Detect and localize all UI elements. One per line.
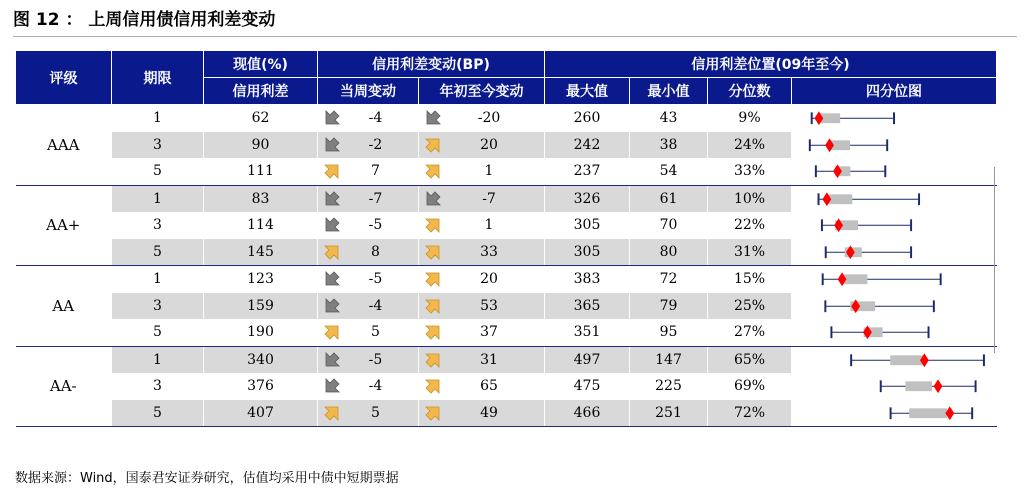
- min-cell: 79: [630, 293, 708, 320]
- term-cell: 3: [112, 132, 204, 159]
- rating-cell: AAA: [16, 105, 112, 186]
- title-divider: [13, 36, 1017, 37]
- max-cell: 305: [545, 239, 630, 266]
- quartile-plot: [792, 186, 996, 213]
- header-min: 最小值: [630, 78, 708, 105]
- percentile-cell: 10%: [708, 185, 792, 212]
- min-cell: 80: [630, 239, 708, 266]
- spread-cell: 340: [204, 346, 318, 373]
- table-row: [16, 105, 997, 132]
- term-cell: 1: [112, 266, 204, 293]
- weekly-change-cell-value: -2: [368, 136, 383, 153]
- ytd-change-cell-value: 1: [484, 217, 494, 234]
- arrow-up-right-icon: [323, 404, 341, 422]
- header-rating: 评级: [16, 51, 112, 105]
- percentile-cell: 65%: [708, 346, 792, 373]
- header-current-value: 现值(%): [204, 51, 318, 78]
- ytd-change-cell: [419, 212, 545, 239]
- quartile-plot: [792, 266, 996, 293]
- credit-spread-table: [15, 50, 997, 427]
- percentile-cell: 22%: [708, 212, 792, 239]
- table-row: [16, 212, 997, 239]
- arrow-down-left-icon: [323, 190, 341, 208]
- term-cell: 5: [112, 400, 204, 427]
- source-note: 数据来源：Wind，国泰君安证券研究，估值均采用中债中短期票据: [15, 471, 399, 486]
- max-cell: 475: [545, 373, 630, 400]
- term-cell: 1: [112, 346, 204, 373]
- iqr-box: [905, 381, 932, 391]
- ytd-change-cell-value: -20: [477, 110, 501, 127]
- weekly-change-cell: [318, 158, 419, 185]
- arrow-down-left-icon: [323, 216, 341, 234]
- right-edge-rule: [994, 167, 995, 353]
- arrow-down-left-icon: [323, 136, 341, 154]
- weekly-change-cell-value: -5: [368, 351, 383, 368]
- weekly-change-cell-value: -4: [368, 110, 383, 127]
- header-credit-spread: 信用利差: [204, 78, 318, 105]
- weekly-change-cell: [318, 105, 419, 132]
- quartile-plot-cell: [792, 266, 997, 293]
- weekly-change-cell: [318, 239, 419, 266]
- weekly-change-cell: [318, 373, 419, 400]
- ytd-change-cell: [419, 346, 545, 373]
- quartile-plot-cell: [792, 346, 997, 373]
- quartile-plot-cell: [792, 293, 997, 320]
- max-cell: 351: [545, 319, 630, 346]
- weekly-change-cell: [318, 400, 419, 427]
- weekly-change-cell-value: 5: [371, 324, 380, 341]
- weekly-change-cell-value: 8: [371, 243, 380, 260]
- spread-cell: 159: [204, 293, 318, 320]
- spread-cell: 62: [204, 105, 318, 132]
- term-cell: 3: [112, 293, 204, 320]
- max-cell: 237: [545, 158, 630, 185]
- quartile-plot-cell: [792, 212, 997, 239]
- spread-cell: 123: [204, 266, 318, 293]
- term-cell: 5: [112, 239, 204, 266]
- min-cell: 251: [630, 400, 708, 427]
- spread-cell: 111: [204, 158, 318, 185]
- table-row: [16, 185, 997, 212]
- weekly-change-cell-value: -4: [368, 378, 383, 395]
- weekly-change-cell-value: -7: [368, 190, 383, 207]
- arrow-up-right-icon: [424, 377, 442, 395]
- weekly-change-cell-value: -5: [368, 271, 383, 288]
- percentile-cell: 25%: [708, 293, 792, 320]
- weekly-change-cell-value: -5: [368, 217, 383, 234]
- ytd-change-cell: [419, 158, 545, 185]
- table-row: [16, 293, 997, 320]
- weekly-change-cell-value: 5: [371, 404, 380, 421]
- min-cell: 70: [630, 212, 708, 239]
- quartile-plot: [792, 347, 996, 374]
- quartile-plot-cell: [792, 132, 997, 159]
- quartile-plot: [792, 293, 996, 320]
- header-position-group: 信用利差位置(09年至今): [545, 51, 997, 78]
- arrow-up-right-icon: [323, 323, 341, 341]
- header-ytd-change: 年初至今变动: [419, 78, 545, 105]
- term-cell: 3: [112, 373, 204, 400]
- quartile-plot: [792, 158, 996, 185]
- quartile-plot-cell: [792, 105, 997, 132]
- ytd-change-cell-value: 65: [480, 378, 498, 395]
- table-body: [16, 105, 997, 427]
- weekly-change-cell: [318, 319, 419, 346]
- weekly-change-cell: [318, 266, 419, 293]
- quartile-plot: [792, 239, 996, 266]
- ytd-change-cell-value: -7: [482, 190, 496, 207]
- percentile-cell: 9%: [708, 105, 792, 132]
- percentile-cell: 27%: [708, 319, 792, 346]
- arrow-up-right-icon: [424, 162, 442, 180]
- spread-cell: 145: [204, 239, 318, 266]
- min-cell: 61: [630, 185, 708, 212]
- percentile-cell: 72%: [708, 400, 792, 427]
- max-cell: 365: [545, 293, 630, 320]
- arrow-up-right-icon: [424, 216, 442, 234]
- arrow-down-left-icon: [323, 270, 341, 288]
- term-cell: 3: [112, 212, 204, 239]
- percentile-cell: 15%: [708, 266, 792, 293]
- weekly-change-cell: [318, 293, 419, 320]
- header-quartile-chart: 四分位图: [792, 78, 997, 105]
- quartile-plot: [792, 212, 996, 239]
- ytd-change-cell-value: 31: [480, 351, 498, 368]
- max-cell: 326: [545, 185, 630, 212]
- max-cell: 305: [545, 212, 630, 239]
- min-cell: 38: [630, 132, 708, 159]
- weekly-change-cell: [318, 212, 419, 239]
- current-value-marker: [934, 379, 943, 393]
- ytd-change-cell: [419, 105, 545, 132]
- iqr-box: [909, 408, 947, 418]
- ytd-change-cell-value: 20: [480, 271, 498, 288]
- term-cell: 1: [112, 185, 204, 212]
- ytd-change-cell-value: 49: [480, 404, 498, 421]
- max-cell: 466: [545, 400, 630, 427]
- spread-cell: 83: [204, 185, 318, 212]
- max-cell: 497: [545, 346, 630, 373]
- table-row: [16, 319, 997, 346]
- max-cell: 383: [545, 266, 630, 293]
- term-cell: 5: [112, 319, 204, 346]
- rating-cell: AA+: [16, 185, 112, 266]
- ytd-change-cell-value: 53: [480, 297, 498, 314]
- arrow-down-left-icon: [323, 297, 341, 315]
- ytd-change-cell-value: 33: [480, 243, 498, 260]
- header-change-group: 信用利差变动(BP): [318, 51, 545, 78]
- table-row: [16, 266, 997, 293]
- arrow-down-left-icon: [424, 190, 442, 208]
- table-row: [16, 346, 997, 373]
- quartile-plot: [792, 132, 996, 159]
- ytd-change-cell-value: 20: [480, 136, 498, 153]
- rating-cell: AA-: [16, 346, 112, 427]
- arrow-down-left-icon: [323, 351, 341, 369]
- arrow-up-right-icon: [424, 243, 442, 261]
- quartile-plot: [792, 319, 996, 346]
- percentile-cell: 33%: [708, 158, 792, 185]
- arrow-up-right-icon: [424, 270, 442, 288]
- ytd-change-cell: [419, 185, 545, 212]
- ytd-change-cell: [419, 373, 545, 400]
- arrow-up-right-icon: [424, 351, 442, 369]
- weekly-change-cell: [318, 346, 419, 373]
- arrow-down-left-icon: [323, 377, 341, 395]
- quartile-plot: [792, 373, 996, 400]
- ytd-change-cell-value: 1: [484, 163, 494, 180]
- spread-cell: 190: [204, 319, 318, 346]
- header-weekly-change: 当周变动: [318, 78, 419, 105]
- spread-cell: 90: [204, 132, 318, 159]
- table-row: [16, 158, 997, 185]
- arrow-down-left-icon: [424, 109, 442, 127]
- ytd-change-cell-value: 37: [480, 324, 498, 341]
- max-cell: 260: [545, 105, 630, 132]
- term-cell: 5: [112, 158, 204, 185]
- arrow-down-left-icon: [323, 109, 341, 127]
- spread-cell: 114: [204, 212, 318, 239]
- term-cell: 1: [112, 105, 204, 132]
- arrow-up-right-icon: [424, 297, 442, 315]
- percentile-cell: 24%: [708, 132, 792, 159]
- quartile-plot: [792, 400, 996, 427]
- weekly-change-cell-value: -4: [368, 297, 383, 314]
- weekly-change-cell-value: 7: [371, 163, 380, 180]
- ytd-change-cell: [419, 239, 545, 266]
- table-row: [16, 239, 997, 266]
- ytd-change-cell: [419, 319, 545, 346]
- percentile-cell: 69%: [708, 373, 792, 400]
- header-term: 期限: [112, 51, 204, 105]
- weekly-change-cell: [318, 185, 419, 212]
- quartile-plot-cell: [792, 319, 997, 346]
- header-percentile: 分位数: [708, 78, 792, 105]
- table-row: [16, 132, 997, 159]
- min-cell: 72: [630, 266, 708, 293]
- table-row: [16, 400, 997, 427]
- iqr-box: [843, 274, 868, 284]
- ytd-change-cell: [419, 132, 545, 159]
- max-cell: 242: [545, 132, 630, 159]
- spread-table-container: [15, 50, 996, 427]
- quartile-plot-cell: [792, 400, 997, 427]
- quartile-plot-cell: [792, 185, 997, 212]
- quartile-plot: [792, 105, 996, 132]
- min-cell: 147: [630, 346, 708, 373]
- spread-cell: 407: [204, 400, 318, 427]
- iqr-box: [828, 194, 853, 204]
- ytd-change-cell: [419, 400, 545, 427]
- percentile-cell: 31%: [708, 239, 792, 266]
- quartile-plot-cell: [792, 373, 997, 400]
- arrow-up-right-icon: [424, 323, 442, 341]
- min-cell: 95: [630, 319, 708, 346]
- header-max: 最大值: [545, 78, 630, 105]
- arrow-up-right-icon: [424, 136, 442, 154]
- quartile-plot-cell: [792, 158, 997, 185]
- rating-cell: AA: [16, 266, 112, 347]
- quartile-plot-cell: [792, 239, 997, 266]
- min-cell: 43: [630, 105, 708, 132]
- figure-title: 图 12 ： 上周信用债信用利差变动: [13, 10, 276, 30]
- table-row: [16, 373, 997, 400]
- ytd-change-cell: [419, 266, 545, 293]
- arrow-up-right-icon: [323, 162, 341, 180]
- arrow-up-right-icon: [323, 243, 341, 261]
- arrow-up-right-icon: [424, 404, 442, 422]
- min-cell: 54: [630, 158, 708, 185]
- weekly-change-cell: [318, 132, 419, 159]
- ytd-change-cell: [419, 293, 545, 320]
- spread-cell: 376: [204, 373, 318, 400]
- min-cell: 225: [630, 373, 708, 400]
